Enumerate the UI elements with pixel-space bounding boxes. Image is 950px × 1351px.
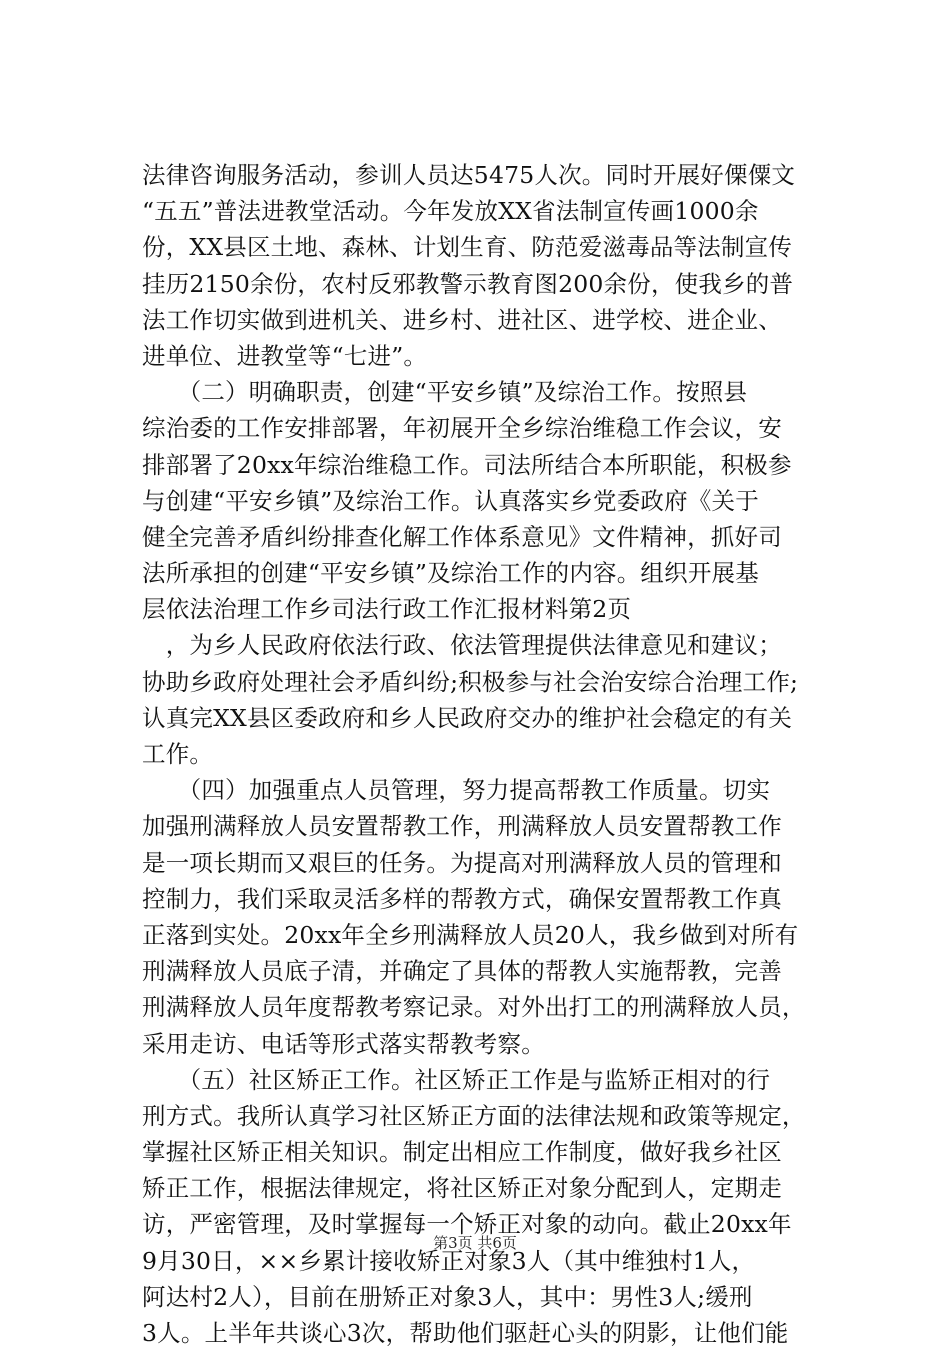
- document-body: [142, 157, 822, 1351]
- text-line: “五五”普法进教堂活动。今年发放XX省法制宣传画1000余: [142, 197, 759, 226]
- text-line: 刑满释放人员底子清，并确定了具体的帮教人实施帮教，完善: [142, 957, 782, 986]
- text-line: 9月30日，××乡累计接收矫正对象3人（其中维独村1人，: [142, 1246, 756, 1275]
- text-line: 综治委的工作安排部署，年初展开全乡综治维稳工作会议，安: [142, 414, 782, 443]
- text-line: （五）社区矫正工作。社区矫正工作是与监矫正相对的行: [142, 1065, 771, 1094]
- text-line: 3人。上半年共谈心3次，帮助他们驱赶心头的阴影，让他们能: [142, 1319, 789, 1347]
- text-line: 排部署了20xx年综治维稳工作。司法所结合本所职能，积极参: [142, 450, 792, 479]
- text-line: 矫正工作，根据法律规定，将社区矫正对象分配到人，定期走: [142, 1174, 782, 1203]
- text-line: 阿达村2人），目前在册矫正对象3人，其中：男性3人;缓刑: [142, 1282, 753, 1311]
- text-line: 认真完XX县区委政府和乡人民政府交办的维护社会稳定的有关: [142, 703, 793, 732]
- text-line: 法律咨询服务活动，参训人员达5475人次。同时开展好傈僳文: [142, 161, 796, 189]
- text-line: 刑方式。我所认真学习社区矫正方面的法律法规和政策等规定，: [142, 1101, 806, 1130]
- text-line: 是一项长期而又艰巨的任务。为提高对刑满释放人员的管理和: [142, 848, 782, 877]
- text-line: 刑满释放人员年度帮教考察记录。对外出打工的刑满释放人员，: [142, 993, 806, 1022]
- text-line: 进单位、进教堂等“七进”。: [142, 341, 428, 370]
- text-line: 访，严密管理，及时掌握每一个矫正对象的动向。截止20xx年: [142, 1210, 792, 1239]
- text-line: 与创建“平安乡镇”及综治工作。认真落实乡党委政府《关于: [142, 486, 759, 515]
- text-line: 掌握社区矫正相关知识。制定出相应工作制度，做好我乡社区: [142, 1138, 782, 1167]
- text-line: 控制力，我们采取灵活多样的帮教方式，确保安置帮教工作真: [142, 884, 782, 913]
- text-line: （二）明确职责，创建“平安乡镇”及综治工作。按照县: [142, 378, 748, 407]
- text-line: 份，XX县区土地、森林、计划生育、防范爱滋毒品等法制宣传: [142, 233, 793, 262]
- text-line: 层依法治理工作乡司法行政工作汇报材料第2页: [142, 595, 632, 624]
- text-line: 协助乡政府处理社会矛盾纠纷;积极参与社会治安综合治理工作;: [142, 667, 799, 696]
- text-line: （四）加强重点人员管理，努力提高帮教工作质量。切实: [142, 776, 771, 805]
- text-line: 采用走访、电话等形式落实帮教考察。: [142, 1029, 545, 1058]
- text-line: 正落到实处。20xx年全乡刑满释放人员20人，我乡做到对所有: [142, 920, 799, 949]
- text-line: ，为乡人民政府依法行政、依法管理提供法律意见和建议；: [142, 631, 782, 660]
- text-line: 法所承担的创建“平安乡镇”及综治工作的内容。组织开展基: [142, 559, 759, 588]
- text-line: 挂历2150余份，农村反邪教警示教育图200余份，使我乡的普: [142, 269, 794, 298]
- text-line: 工作。: [142, 740, 214, 768]
- text-line: 加强刑满释放人员安置帮教工作，刑满释放人员安置帮教工作: [142, 812, 782, 841]
- page-footer: 第3页 共6页: [433, 1234, 517, 1252]
- text-line: 法工作切实做到进机关、进乡村、进社区、进学校、进企业、: [142, 305, 782, 334]
- text-line: 健全完善矛盾纠纷排查化解工作体系意见》文件精神，抓好司: [142, 522, 782, 551]
